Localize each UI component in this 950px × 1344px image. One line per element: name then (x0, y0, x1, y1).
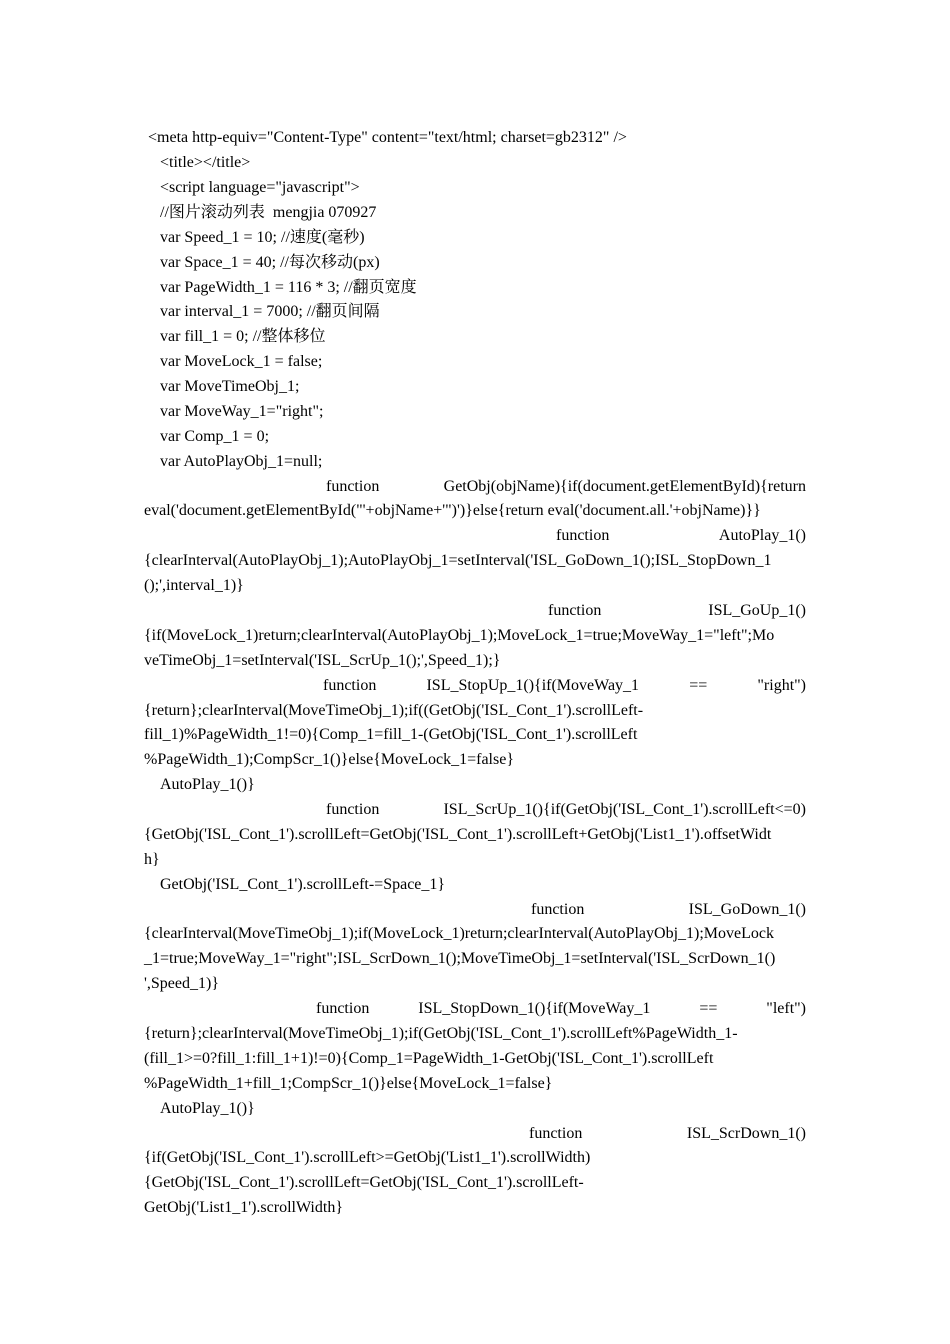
code-line: ',Speed_1)} (144, 975, 219, 992)
code-line: AutoPlay_1()} (160, 1100, 255, 1117)
code-text: ISL_ScrUp_1(){if(GetObj('ISL_Cont_1').scrollLeft<=0) (443, 801, 806, 818)
code-line: AutoPlay_1()} (160, 776, 255, 793)
code-line: {clearInterval(MoveTimeObj_1);if(MoveLock_1)return;clearInterval(AutoPlayObj_1);MoveLock (144, 925, 774, 942)
code-text: "left") (766, 1000, 806, 1017)
code-line-justified (548, 601, 806, 621)
code-text: ISL_StopDown_1(){if(MoveWay_1 (418, 1000, 651, 1017)
code-line: GetObj('List1_1').scrollWidth} (144, 1199, 343, 1216)
code-text: "right") (757, 677, 806, 694)
code-line: var AutoPlayObj_1=null; (160, 453, 323, 470)
code-line: GetObj('ISL_Cont_1').scrollLeft-=Space_1} (160, 876, 446, 893)
code-line: {GetObj('ISL_Cont_1').scrollLeft=GetObj('ISL_Cont_1').scrollLeft+GetObj('List1_1').offsetWidt (144, 826, 772, 843)
code-line: {return};clearInterval(MoveTimeObj_1);if((GetObj('ISL_Cont_1').scrollLeft- (144, 702, 644, 719)
code-line: fill_1)%PageWidth_1!=0){Comp_1=fill_1-(GetObj('ISL_Cont_1').scrollLeft (144, 726, 638, 743)
code-line-justified (326, 477, 806, 497)
code-line-justified (531, 900, 806, 920)
keyword-function: function (326, 478, 380, 495)
code-text: ISL_StopUp_1(){if(MoveWay_1 (426, 677, 640, 694)
code-line: var MoveWay_1="right"; (160, 403, 324, 420)
code-line-justified (556, 526, 806, 546)
keyword-function: function (326, 801, 380, 818)
code-line: var Space_1 = 40; //每次移动(px) (160, 254, 380, 271)
code-line: _1=true;MoveWay_1="right";ISL_ScrDown_1();MoveTimeObj_1=setInterval('ISL_ScrDown_1() (144, 950, 776, 967)
keyword-function: function (548, 602, 602, 619)
code-line: <title></title> (160, 154, 251, 171)
code-line: var Speed_1 = 10; //速度(毫秒) (160, 229, 365, 246)
code-line: {clearInterval(AutoPlayObj_1);AutoPlayObj_1=setInterval('ISL_GoDown_1();ISL_StopDown_1 (144, 552, 772, 569)
code-line-justified (326, 800, 806, 820)
code-line: //图片滚动列表 mengjia 070927 (160, 204, 377, 221)
keyword-function: function (556, 527, 610, 544)
keyword-function: function (316, 1000, 370, 1017)
code-line: <script language="javascript"> (160, 179, 360, 196)
code-line: (fill_1>=0?fill_1:fill_1+1)!=0){Comp_1=PageWidth_1-GetObj('ISL_Cont_1').scrollLeft (144, 1050, 714, 1067)
code-text: == (689, 677, 708, 694)
code-line: var Comp_1 = 0; (160, 428, 270, 445)
code-line: <meta http-equiv="Content-Type" content="text/html; charset=gb2312" /> (148, 129, 627, 146)
code-text: ISL_GoDown_1() (688, 901, 806, 918)
code-text: ISL_ScrDown_1() (686, 1125, 806, 1142)
code-line: h} (144, 851, 160, 868)
code-line: veTimeObj_1=setInterval('ISL_ScrUp_1();',Speed_1);} (144, 652, 501, 669)
code-text: GetObj(objName){if(document.getElementById){return (443, 478, 806, 495)
keyword-function: function (323, 677, 377, 694)
code-text: ISL_GoUp_1() (708, 602, 806, 619)
code-line: eval('document.getElementById("'+objName+'")')}else{return eval('document.all.'+objName)}} (144, 502, 761, 519)
code-line: {return};clearInterval(MoveTimeObj_1);if(GetObj('ISL_Cont_1').scrollLeft%PageWidth_1- (144, 1025, 738, 1042)
code-text: AutoPlay_1() (718, 527, 806, 544)
code-line: var MoveTimeObj_1; (160, 378, 300, 395)
code-line-justified (323, 676, 806, 696)
code-line-justified (316, 999, 806, 1019)
code-line-justified (529, 1124, 806, 1144)
keyword-function: function (531, 901, 585, 918)
code-line: {GetObj('ISL_Cont_1').scrollLeft=GetObj('ISL_Cont_1').scrollLeft- (144, 1174, 584, 1191)
code-line: var interval_1 = 7000; //翻页间隔 (160, 303, 380, 320)
code-line: var PageWidth_1 = 116 * 3; //翻页宽度 (160, 279, 417, 296)
code-line: var MoveLock_1 = false; (160, 353, 323, 370)
code-line: ();',interval_1)} (144, 577, 244, 594)
code-line: %PageWidth_1+fill_1;CompScr_1()}else{MoveLock_1=false} (144, 1075, 553, 1092)
code-line: {if(MoveLock_1)return;clearInterval(AutoPlayObj_1);MoveLock_1=true;MoveWay_1="left";Mo (144, 627, 775, 644)
code-line: %PageWidth_1);CompScr_1()}else{MoveLock_1=false} (144, 751, 514, 768)
keyword-function: function (529, 1125, 583, 1142)
code-text: == (699, 1000, 718, 1017)
code-line: var fill_1 = 0; //整体移位 (160, 328, 326, 345)
code-line: {if(GetObj('ISL_Cont_1').scrollLeft>=GetObj('List1_1').scrollWidth) (144, 1149, 591, 1166)
